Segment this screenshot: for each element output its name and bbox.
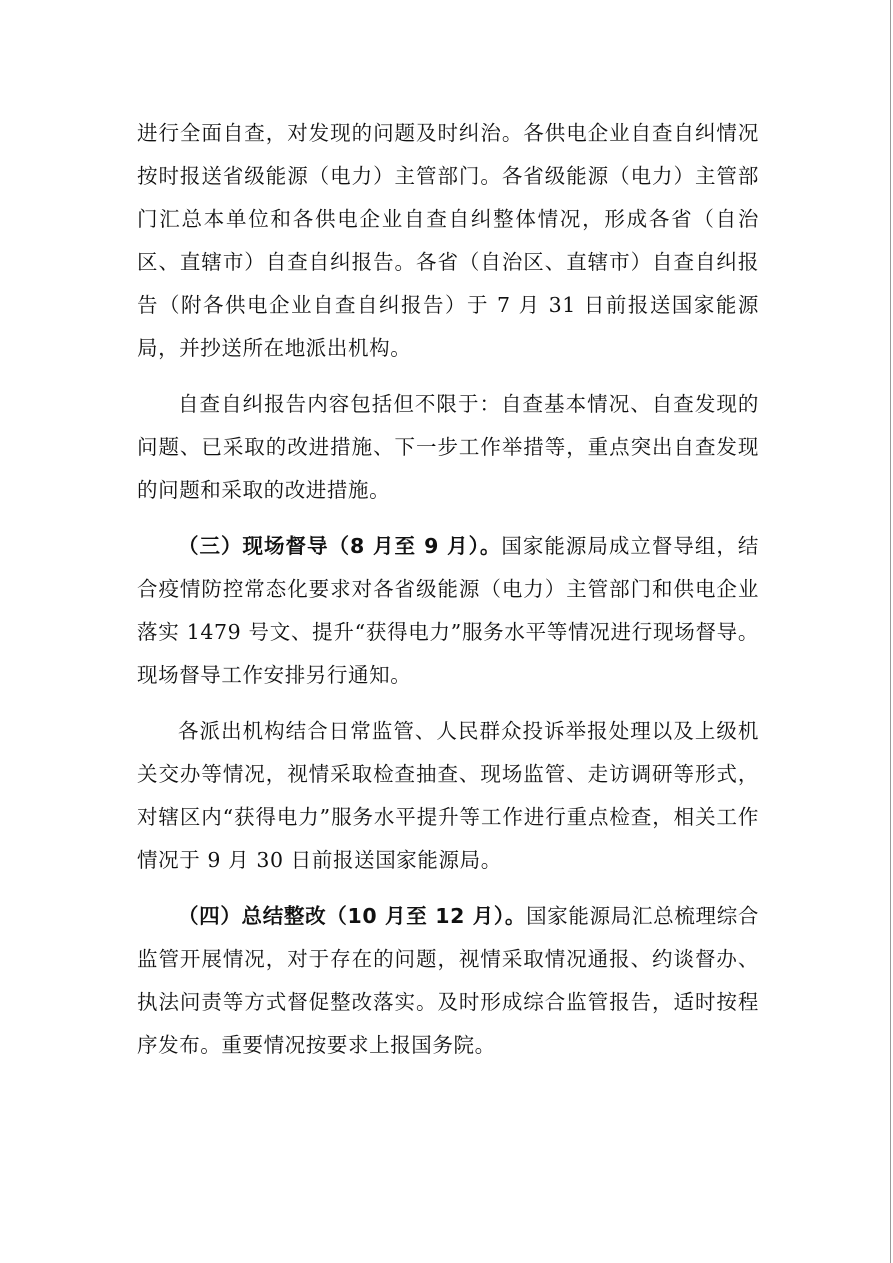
section-heading-summary-rectification: （四）总结整改（10 月至 12 月）。 bbox=[178, 904, 527, 928]
paragraph-text: 国家能源局成立督导组，结合疫情防控常态化要求对各省级能源（电力）主管部门和供电企业落实 1479 号文、提升“获得电力”服务水平等情况进行现场督导。现场督导工作安排另行通知。 bbox=[137, 534, 759, 687]
paragraph-text: 各派出机构结合日常监管、人民群众投诉举报处理以及上级机关交办等情况，视情采取检查抽查、现场监管、走访调研等形式，对辖区内“获得电力”服务水平提升等工作进行重点检查，相关工作情况于 9 月 30 日前报送国家能源局。 bbox=[137, 719, 759, 872]
paragraph-text: 国家能源局汇总梳理综合监管开展情况，对于存在的问题，视情采取情况通报、约谈督办、执法问责等方式督促整改落实。及时形成综合监管报告，适时按程序发布。重要情况按要求上报国务院。 bbox=[137, 904, 759, 1057]
paragraph-onsite-supervision bbox=[137, 525, 759, 697]
paragraph-dispatched-agencies bbox=[137, 710, 759, 882]
paragraph-text: 进行全面自查，对发现的问题及时纠治。各供电企业自查自纠情况按时报送省级能源（电力）主管部门。各省级能源（电力）主管部门汇总本单位和各供电企业自查自纠整体情况，形成各省（自治区、直辖市）自查自纠报告。各省（自治区、直辖市）自查自纠报告（附各供电企业自查自纠报告）于 7 月 31 日前报送国家能源局，并抄送所在地派出机构。 bbox=[137, 121, 759, 360]
paragraph-self-check-continuation bbox=[137, 112, 759, 370]
page-edge-line bbox=[890, 0, 891, 1263]
paragraph-text: 自查自纠报告内容包括但不限于：自查基本情况、自查发现的问题、已采取的改进措施、下一步工作举措等，重点突出自查发现的问题和采取的改进措施。 bbox=[137, 392, 759, 502]
section-heading-onsite-supervision: （三）现场督导（8 月至 9 月）。 bbox=[178, 534, 502, 558]
document-body bbox=[137, 112, 759, 1080]
paragraph-self-check-report-content bbox=[137, 383, 759, 512]
paragraph-summary-rectification bbox=[137, 895, 759, 1067]
